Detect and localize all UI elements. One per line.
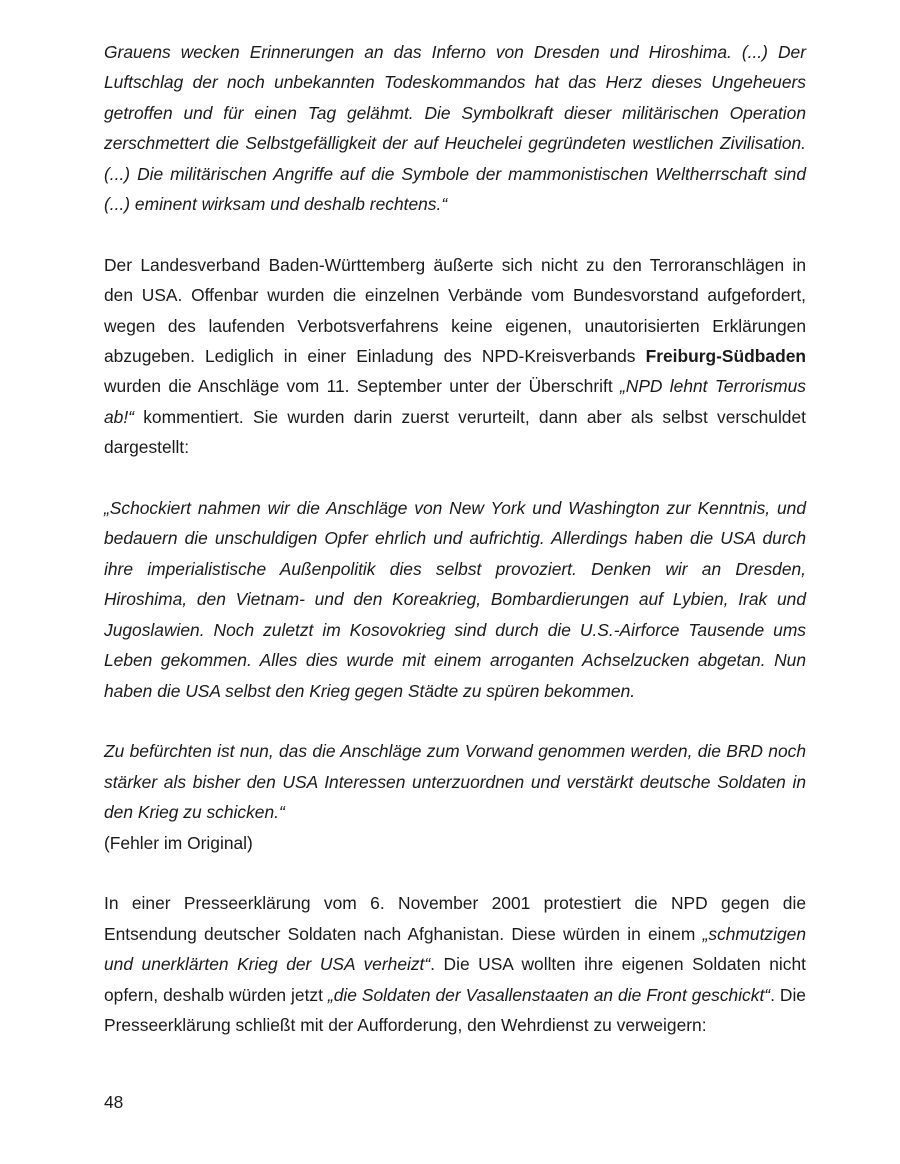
- paragraph-landesverband: [104, 250, 806, 463]
- paragraph-spacer: [104, 219, 806, 249]
- paragraph-text: In einer Presseerklärung vom 6. November 2001 protestiert die NPD gegen die Entsendung deutscher Soldaten nach Afghanistan. Diese würden in einem: [104, 893, 806, 944]
- paragraph-text: kommentiert. Sie wurden darin zuerst verurteilt, dann aber als selbst verschuldet dargestellt:: [104, 406, 806, 458]
- paragraph-text: wurden die Anschläge vom 11. September unter der Überschrift: [104, 376, 620, 397]
- italic-quote: „die Soldaten der Vasallenstaaten an die Front geschickt“: [327, 984, 771, 1005]
- quote-block-3: Zu befürchten ist nun, das die Anschläge zum Vorwand genommen werden, die BRD noch stärker als bisher den USA Interessen unterzuordnen und verstärkt deutsche Soldaten in den Krieg zu schicken.“: [104, 741, 806, 823]
- quote-block-1: Grauens wecken Erinnerungen an das Inferno von Dresden und Hiroshima. (...) Der Luftschlag der noch unbekannten Todeskommandos hat das Herz dieses Ungeheuers getroffen und für einen Tag gelähmt. Die Symbolkraft dieser militärischen Operation zerschmettert die Selbstgefälligkeit der auf Heuchelei gegründeten westlichen Zivilisation. (...) Die militärischen Angriffe auf die Symbole der mammonistischen Weltherrschaft sind (...) eminent wirksam und deshalb rechtens.“: [104, 42, 806, 215]
- paragraph-text: . Die Presseerklärung schließt mit der Aufforderung, den Wehrdienst zu verweigern:: [104, 984, 806, 1035]
- italic-headline-quote: „NPD lehnt Terrorismus ab!“: [104, 376, 806, 427]
- paragraph-text: . Die USA wollten ihre eigenen Soldaten nicht opfern, deshalb würden jetzt: [104, 954, 806, 1005]
- document-body: [104, 37, 806, 1040]
- original-error-note: (Fehler im Original): [104, 832, 253, 853]
- paragraph-spacer: [104, 463, 806, 493]
- page-number: 48: [104, 1092, 124, 1112]
- quote-block-2: „Schockiert nahmen wir die Anschläge von New York und Washington zur Kenntnis, und bedauern die unschuldigen Opfer ehrlich und aufrichtig. Allerdings haben die USA durch ihre imperialistische Außenpolitik dies selbst provoziert. Denken wir an Dresden, Hiroshima, den Vietnam- und den Koreakrieg, Bombardierungen auf Lybien, Irak und Jugoslawien. Noch zuletzt im Kosovokrieg sind durch die U.S.-Airforce Tausende ums Leben gekommen. Alles dies wurde mit einem arroganten Achselzucken abgetan. Nun haben die USA selbst den Krieg gegen Städte zu spüren bekommen.: [104, 498, 806, 701]
- paragraph-presseerklaerung: [104, 888, 806, 1040]
- bold-place-name: Freiburg-Südbaden: [645, 346, 806, 367]
- paragraph-spacer: [104, 706, 806, 736]
- paragraph-text: Der Landesverband Baden-Württemberg äußerte sich nicht zu den Terroranschlägen in den USA. Offenbar wurden die einzelnen Verbände vom Bundesvorstand aufgefordert, wegen des laufenden Verbotsverfahrens keine eigenen, unautorisierten Erklärungen abzugeben. Lediglich in einer Einladung des NPD-Kreisverbands: [104, 254, 806, 367]
- paragraph-spacer: [104, 858, 806, 888]
- italic-quote: „schmutzigen und unerklärten Krieg der USA verheizt“: [104, 923, 806, 975]
